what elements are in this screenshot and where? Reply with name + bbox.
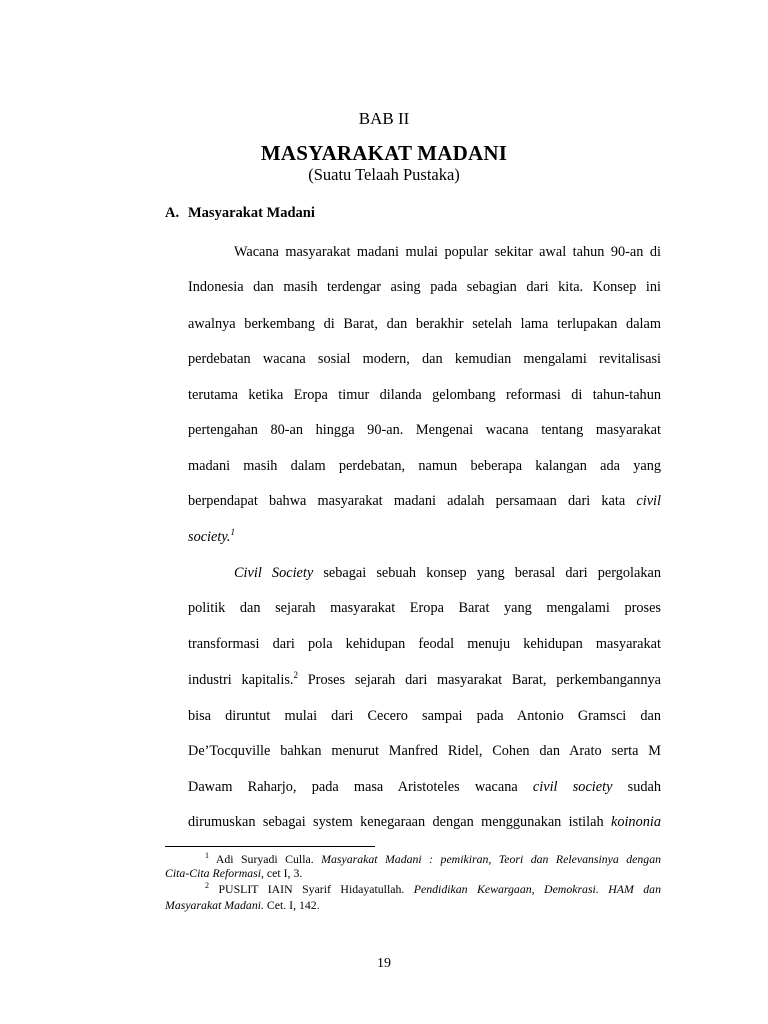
paragraph-line: Wacana masyarakat madani mulai popular sekitar awal tahun 90-an di [234,244,661,260]
italic-term: Civil Society [234,565,314,581]
paragraph-line: politik dan sejarah masyarakat Eropa Barat yang mengalami proses [188,600,661,616]
italic-term: Cita-Cita Reformasi, [165,866,264,880]
italic-term: koinonia [610,814,662,830]
text-run: industri kapitalis. [188,672,294,688]
footnote-1-cont [165,866,661,881]
paragraph-line [188,670,661,690]
paragraph-line [188,812,661,832]
italic-term: Pendidikan Kewargaan, Demokrasi. HAM dan [413,882,661,896]
paragraph-line: bisa diruntut mulai dari Cecero sampai pada Antonio Gramsci dan [188,708,661,724]
footnote-ref[interactable]: 1 [230,527,235,538]
paragraph-line: De’Tocquville bahkan menurut Manfred Ridel, Cohen dan Arato serta M [188,743,661,759]
footnote-number: 1 [205,851,209,861]
chapter-subtitle: (Suatu Telaah Pustaka) [308,165,460,184]
text-run: Proses sejarah dari masyarakat Barat, perkembangannya [307,672,662,688]
paragraph-line: Indonesia dan masih terdengar asing pada sebagian dari kita. Konsep ini [188,279,661,295]
text-run: cet I, 3. [266,866,303,880]
footnote-1 [165,852,661,867]
paragraph-line: perdebatan wacana sosial modern, dan kemudian mengalami revitalisasi [188,351,661,367]
text-run: sudah [627,779,662,795]
chapter-label: BAB II [358,109,410,128]
text-run: Cet. I, 142. [266,898,320,912]
footnote-number: 2 [205,881,209,891]
footnote-ref[interactable]: 2 [293,670,298,681]
chapter-title: MASYARAKAT MADANI [260,141,508,165]
text-run: PUSLIT IAIN Syarif Hidayatullah. [218,882,405,896]
paragraph-line [188,777,661,797]
text-run: dirumuskan sebagai system kenegaraan dengan menggunakan istilah [188,814,604,830]
paragraph-line [188,527,661,547]
italic-term: Masyarakat Madani : pemikiran, Teori dan Relevansinya dengan [321,852,661,866]
paragraph-line: pertengahan 80-an hingga 90-an. Mengenai wacana tentang masyarakat [188,422,661,438]
text-run: sebagai sebuah konsep yang berasal dari pergolakan [323,565,661,581]
section-title: Masyarakat Madani [188,205,315,221]
text-run: berpendapat bahwa masyarakat madani adalah persamaan dari kata [188,493,626,509]
text-run: Adi Suryadi Culla. [215,852,314,866]
text-run: Dawam Raharjo, pada masa Aristoteles wacana [188,779,518,795]
footnote-separator [165,846,375,847]
paragraph-line [188,563,661,583]
paragraph-line: terutama ketika Eropa timur dilanda gelombang reformasi di tahun-tahun [188,387,661,403]
footnote-2-cont [165,898,661,913]
italic-term: society. [188,529,231,545]
paragraph-line [188,491,661,511]
paragraph-line: transformasi dari pola kehidupan feodal menuju kehidupan masyarakat [188,636,661,652]
italic-term: Masyarakat Madani. [165,898,264,912]
paragraph-line: awalnya berkembang di Barat, dan berakhir setelah lama terlupakan dalam [188,316,661,332]
italic-term: civil society [532,779,613,795]
page-number: 19 [377,956,391,971]
section-number: A. [165,205,180,221]
footnote-2 [165,882,661,897]
section-heading [165,205,315,222]
italic-term: civil [636,493,661,509]
paragraph-line: madani masih dalam perdebatan, namun beberapa kalangan ada yang [188,458,661,474]
